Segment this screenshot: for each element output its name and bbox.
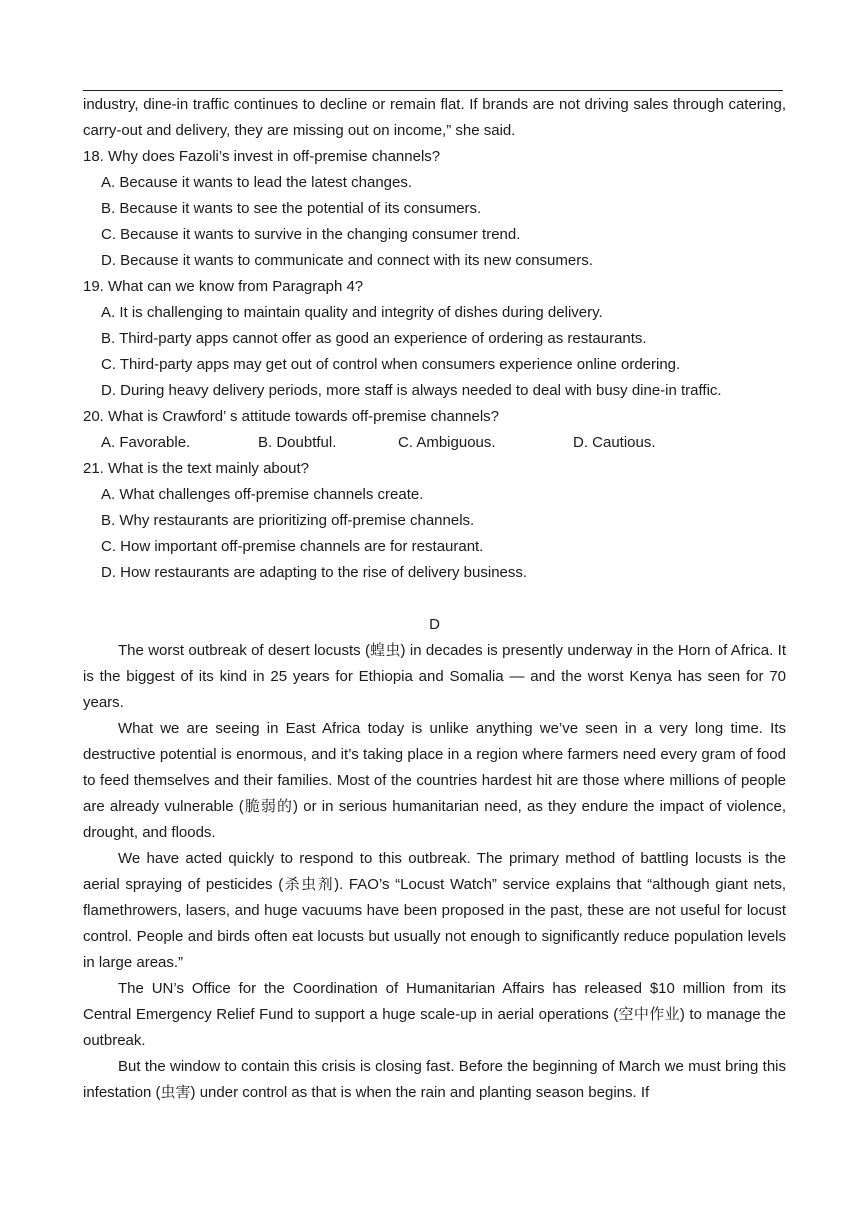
- question-20-option-b: B. Doubtful.: [258, 434, 337, 451]
- question-21-option-c: C. How important off-premise channels are for restaurant.: [101, 538, 484, 555]
- question-19-stem: 19. What can we know from Paragraph 4?: [83, 278, 364, 295]
- spacer: [83, 586, 786, 612]
- question-18-option-c: C. Because it wants to survive in the changing consumer trend.: [101, 226, 521, 243]
- section-d-heading: D: [429, 616, 440, 633]
- section-d-paragraph-4: The UN’s Office for the Coordination of Humanitarian Affairs has released $10 million from its Central Emergency Relief Fund to support a huge scale-up in aerial operations (空中作业) to manage the outbreak.: [83, 980, 786, 1049]
- question-20-options: [83, 430, 786, 456]
- section-d-paragraph-5: But the window to contain this crisis is closing fast. Before the beginning of March we must bring this infestation (虫害) under control as that is when the rain and planting season begins. If: [83, 1058, 786, 1101]
- question-21-option-a: A. What challenges off-premise channels create.: [101, 486, 424, 503]
- question-19-option-b: B. Third-party apps cannot offer as good an experience of ordering as restaurants.: [101, 330, 647, 347]
- continued-paragraph: industry, dine-in traffic continues to decline or remain flat. If brands are not driving sales through catering, carry-out and delivery, they are missing out on income,” she said.: [83, 96, 786, 139]
- section-d-paragraph-1: The worst outbreak of desert locusts (蝗虫) in decades is presently underway in the Horn of Africa. It is the biggest of its kind in 25 years for Ethiopia and Somalia — and the worst Kenya has seen for 70 years.: [83, 642, 786, 711]
- question-19-option-d: D. During heavy delivery periods, more staff is always needed to deal with busy dine-in traffic.: [101, 382, 722, 399]
- question-21-stem: 21. What is the text mainly about?: [83, 460, 309, 477]
- question-18-stem: 18. Why does Fazoli’s invest in off-premise channels?: [83, 148, 441, 165]
- question-19-option-c: C. Third-party apps may get out of control when consumers experience online ordering.: [101, 356, 681, 373]
- document-body: [83, 92, 786, 1106]
- section-d-paragraph-2: What we are seeing in East Africa today is unlike anything we’ve seen in a very long time. Its destructive potential is enormous, and it’s taking place in a region where farmers need every gram of food to feed themselves and their families. Most of the countries hardest hit are those where millions of people are already vulnerable (脆弱的) or in serious humanitarian need, as they endure the impact of violence, drought, and floods.: [83, 720, 786, 841]
- question-21-option-d: D. How restaurants are adapting to the rise of delivery business.: [101, 564, 528, 581]
- question-20-option-d: D. Cautious.: [573, 434, 656, 451]
- question-21-option-b: B. Why restaurants are prioritizing off-premise channels.: [101, 512, 475, 529]
- header-rule: [83, 90, 783, 91]
- question-19-option-a: A. It is challenging to maintain quality and integrity of dishes during delivery.: [101, 304, 603, 321]
- question-20-option-a: A. Favorable.: [101, 434, 191, 451]
- section-d-paragraph-3: We have acted quickly to respond to this outbreak. The primary method of battling locusts is the aerial spraying of pesticides (杀虫剂). FAO’s “Locust Watch” service explains that “although giant nets, flamethrowers, lasers, and huge vacuums have been proposed in the past, these are not useful for locust control. People and birds often eat locusts but usually not enough to significantly reduce population levels in large areas.”: [83, 850, 786, 971]
- question-18-option-a: A. Because it wants to lead the latest changes.: [101, 174, 413, 191]
- question-20-stem: 20. What is Crawford’ s attitude towards off-premise channels?: [83, 408, 500, 425]
- question-20-option-c: C. Ambiguous.: [398, 434, 496, 451]
- question-18-option-d: D. Because it wants to communicate and connect with its new consumers.: [101, 252, 593, 269]
- question-18-option-b: B. Because it wants to see the potential of its consumers.: [101, 200, 482, 217]
